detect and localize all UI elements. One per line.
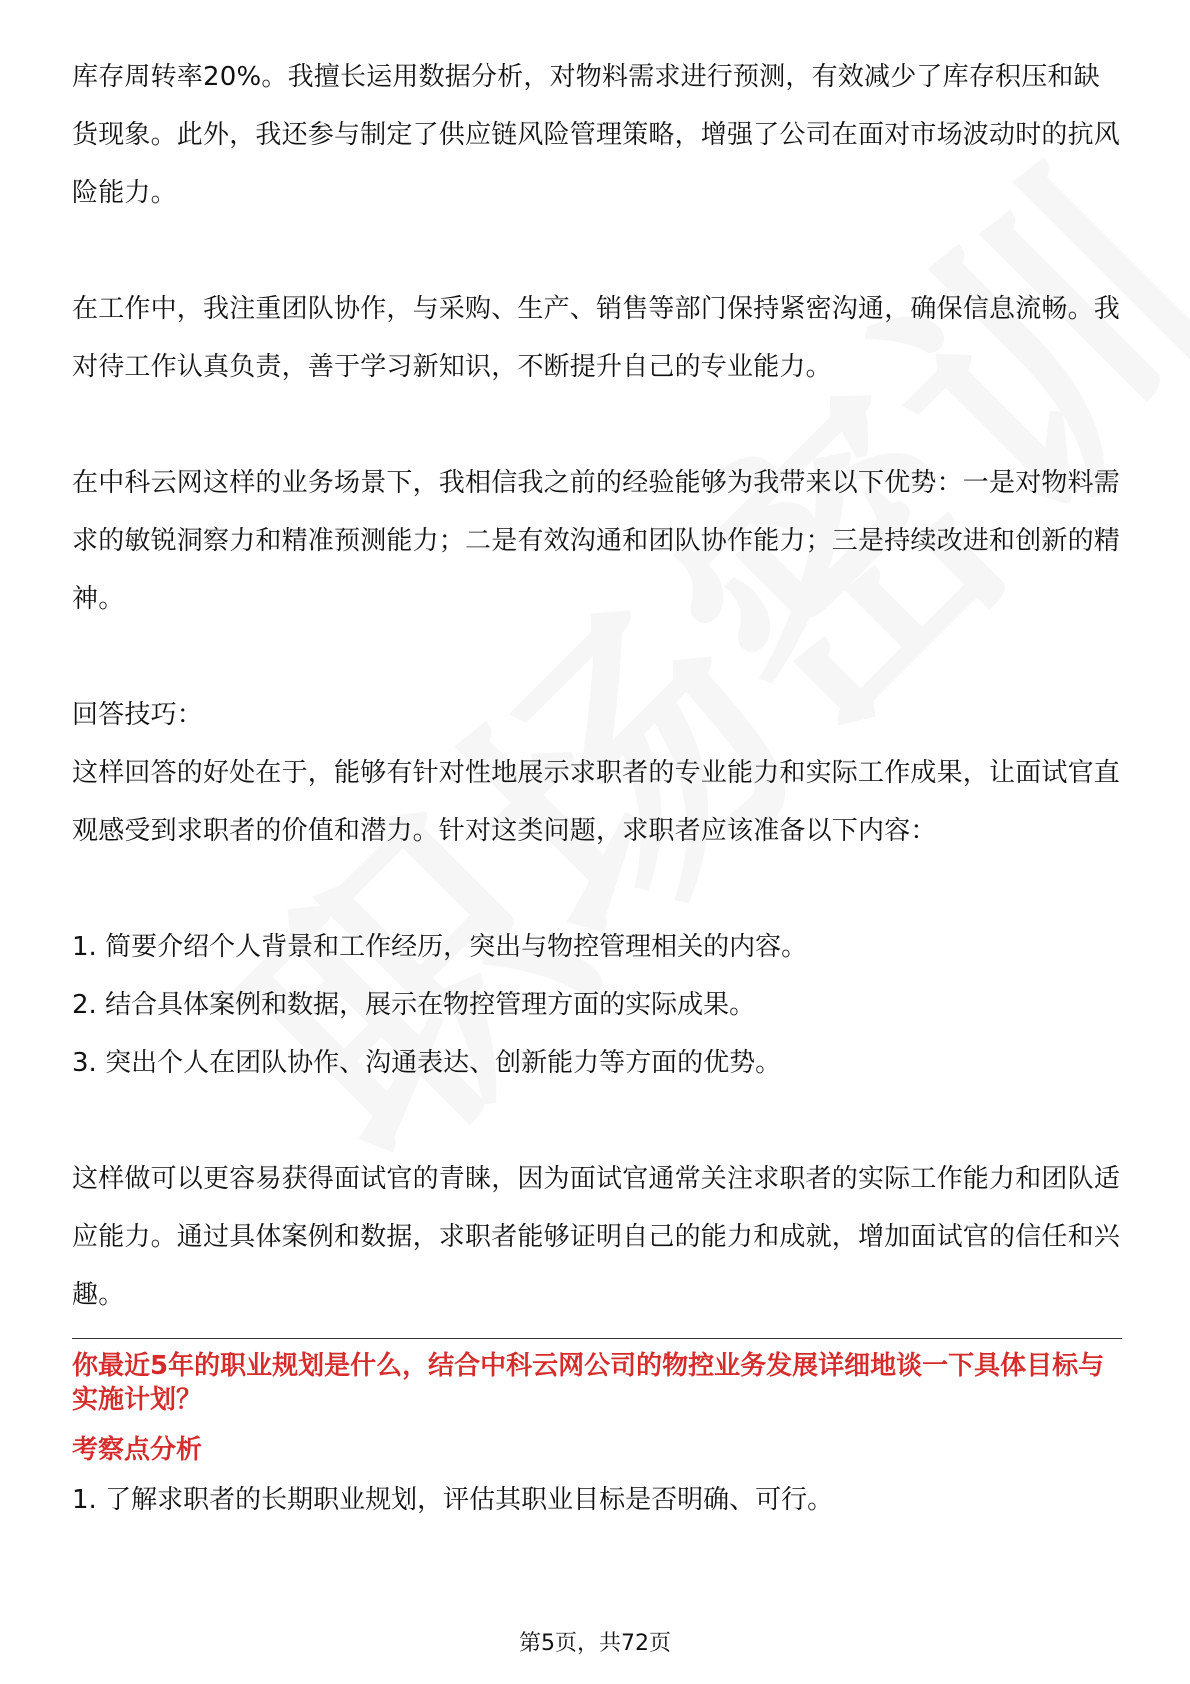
paragraph-inventory-results: 库存周转率20%。我擅长运用数据分析，对物料需求进行预测，有效减少了库存积压和缺货现象。此外，我还参与制定了供应链风险管理策略，增强了公司在面对市场波动时的抗风险能力。 xyxy=(72,62,1121,208)
preparation-list xyxy=(72,918,1122,1092)
list-item: 2. 结合具体案例和数据，展示在物控管理方面的实际成果。 xyxy=(72,990,756,1020)
list-item: 1. 简要介绍个人背景和工作经历，突出与物控管理相关的内容。 xyxy=(72,932,808,962)
page-content xyxy=(72,48,1122,1529)
paragraph-teamwork: 在工作中，我注重团队协作，与采购、生产、销售等部门保持紧密沟通，确保信息流畅。我对待工作认真负责，善于学习新知识，不断提升自己的专业能力。 xyxy=(72,294,1121,382)
interview-question: 你最近5年的职业规划是什么，结合中科云网公司的物控业务发展详细地谈一下具体目标与实施计划？ xyxy=(72,1351,1105,1415)
analysis-item: 1. 了解求职者的长期职业规划，评估其职业目标是否明确、可行。 xyxy=(72,1485,834,1515)
list-item: 3. 突出个人在团队协作、沟通表达、创新能力等方面的优势。 xyxy=(72,1048,782,1078)
tips-body: 这样回答的好处在于，能够有针对性地展示求职者的专业能力和实际工作成果，让面试官直观感受到求职者的价值和潜力。针对这类问题，求职者应该准备以下内容： xyxy=(72,758,1121,846)
section-divider xyxy=(72,1338,1122,1339)
paragraph-advantages: 在中科云网这样的业务场景下，我相信我之前的经验能够为我带来以下优势：一是对物料需求的敏锐洞察力和精准预测能力；二是有效沟通和团队协作能力；三是持续改进和创新的精神。 xyxy=(72,468,1121,614)
paragraph-closing: 这样做可以更容易获得面试官的青睐，因为面试官通常关注求职者的实际工作能力和团队适应能力。通过具体案例和数据，求职者能够证明自己的能力和成就，增加面试官的信任和兴趣。 xyxy=(72,1164,1121,1310)
analysis-heading: 考察点分析 xyxy=(72,1435,203,1465)
tips-heading: 回答技巧： xyxy=(72,700,204,730)
page-number: 第5页，共72页 xyxy=(519,1631,671,1656)
